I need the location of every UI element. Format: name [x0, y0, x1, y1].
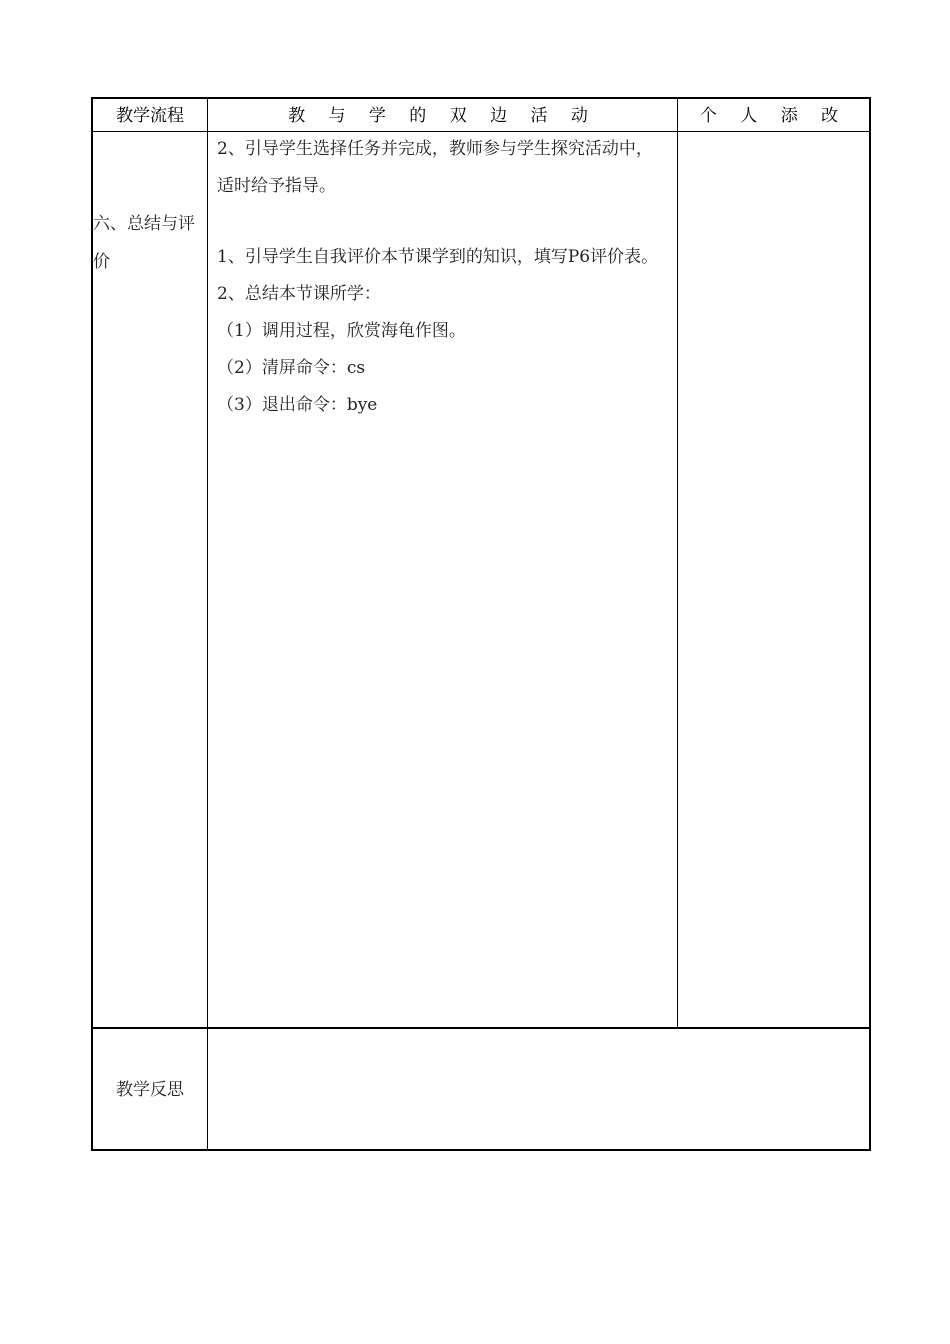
activity-list-item: （1）调用过程，欣赏海龟作图。 — [217, 321, 466, 341]
header-teaching-process: 教学流程 — [116, 106, 184, 126]
step-label-line1: 六、总结与评 — [93, 214, 195, 234]
step-label-line2: 价 — [93, 252, 110, 272]
reflection-divider — [93, 1027, 869, 1029]
header-teaching-activities: 教 与 学 的 双 边 活 动 — [288, 106, 597, 126]
activity-list-item: （3）退出命令：bye — [217, 395, 378, 415]
column-divider-2 — [677, 99, 678, 1027]
activity-paragraph-self-evaluation: 1、引导学生自我评价本节课学到的知识，填写P6评价表。 — [217, 247, 659, 267]
header-personal-revisions: 个 人 添 改 — [699, 106, 848, 126]
lesson-plan-table — [91, 97, 871, 1151]
activity-paragraph-summary: 2、总结本节课所学： — [217, 284, 381, 304]
reflection-label: 教学反思 — [116, 1080, 184, 1100]
activity-paragraph-task: 2、引导学生选择任务并完成，教师参与学生探究活动中，适时给予指导。 — [217, 139, 653, 196]
activity-list-item: （2）清屏命令：cs — [217, 358, 366, 378]
activity-content — [217, 131, 667, 424]
column-divider-1 — [207, 99, 208, 1151]
step-label — [93, 205, 207, 281]
